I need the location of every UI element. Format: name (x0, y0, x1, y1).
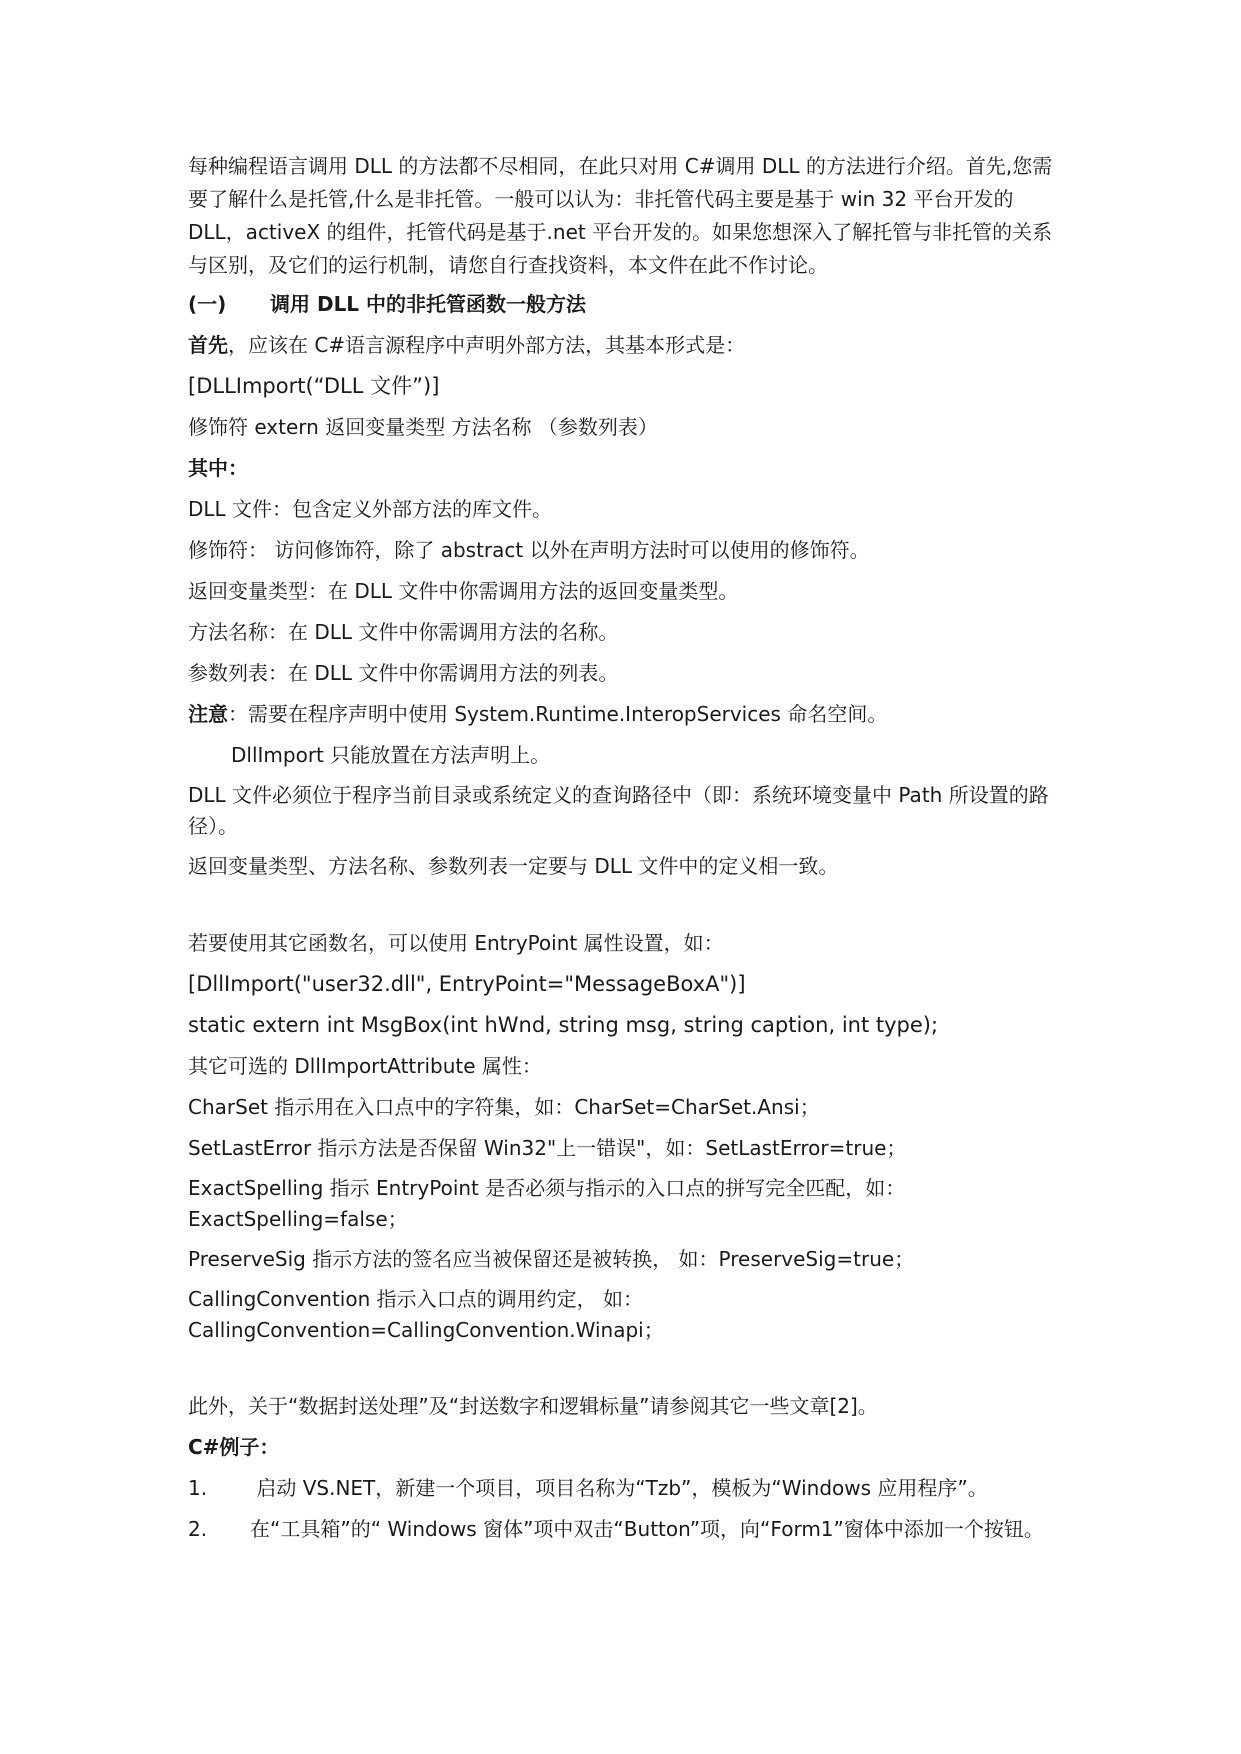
list-item (188, 1513, 1068, 1546)
callingconvention-attr: CallingConvention 指示入口点的调用约定， 如：CallingConvention=CallingConvention.Winapi； (188, 1287, 664, 1342)
note-text: ：需要在程序声明中使用 System.Runtime.InteropServices 命名空间。 (228, 702, 888, 726)
first-text: ，应该在 C#语言源程序中声明外部方法，其基本形式是： (228, 333, 746, 357)
charset-attr: CharSet 指示用在入口点中的字符集，如：CharSet=CharSet.Ansi； (188, 1095, 820, 1119)
code-line-2: static extern int MsgBox(int hWnd, string msg, string caption, int type); (188, 1013, 939, 1037)
code-line-1: [DllImport("user32.dll", EntryPoint="MessageBoxA")] (188, 972, 746, 996)
dll-path-note: DLL 文件必须位于程序当前目录或系统定义的查询路径中（即：系统环境变量中 Path 所设置的路径）。 (188, 783, 1049, 838)
document-body (188, 150, 1068, 1554)
first-paragraph (188, 329, 1068, 362)
return-type-def: 返回变量类型：在 DLL 文件中你需调用方法的返回变量类型。 (188, 579, 739, 603)
step-number: 2. (188, 1517, 208, 1541)
dllimport-only-note: DllImport 只能放置在方法声明上。 (231, 743, 551, 767)
note-label: 注意 (188, 702, 228, 726)
param-list-def: 参数列表：在 DLL 文件中你需调用方法的列表。 (188, 661, 619, 685)
other-attrs-intro: 其它可选的 DllImportAttribute 属性： (188, 1054, 542, 1078)
spacer (188, 1354, 1068, 1390)
section-number: (一) (188, 292, 227, 316)
section-heading (188, 288, 1068, 321)
setlasterror-attr: SetLastError 指示方法是否保留 Win32"上一错误"，如：SetLastError=true； (188, 1136, 907, 1160)
list-item (188, 1472, 1068, 1505)
method-name-def: 方法名称：在 DLL 文件中你需调用方法的名称。 (188, 620, 619, 644)
exactspelling-attr: ExactSpelling 指示 EntryPoint 是否必须与指示的入口点的拼写完全匹配，如：ExactSpelling=false； (188, 1176, 906, 1231)
first-label: 首先 (188, 333, 228, 357)
modifier-def: 修饰符： 访问修饰符，除了 abstract 以外在声明方法时可以使用的修饰符。 (188, 538, 870, 562)
among-label: 其中： (188, 456, 248, 480)
dll-file-def: DLL 文件：包含定义外部方法的库文件。 (188, 497, 553, 521)
syntax-declaration-line: 修饰符 extern 返回变量类型 方法名称 （参数列表） (188, 415, 658, 439)
step-text: 在“工具箱”的“ Windows 窗体”项中双击“Button”项，向“Form1”窗体中添加一个按钮。 (250, 1517, 1044, 1541)
section-title: 调用 DLL 中的非托管函数一般方法 (270, 292, 587, 316)
syntax-attribute-line: [DLLImport(“DLL 文件”)] (188, 374, 440, 398)
entrypoint-intro: 若要使用其它函数名，可以使用 EntryPoint 属性设置，如： (188, 931, 724, 955)
example-heading: C#例子： (188, 1435, 280, 1459)
intro-paragraph: 每种编程语言调用 DLL 的方法都不尽相同，在此只对用 C#调用 DLL 的方法进行介绍。首先,您需要了解什么是托管,什么是非托管。一般可以认为：非托管代码主要是基于 win 32 平台开发的 DLL，activeX 的组件，托管代码是基于.net 平台开发的。如果您想深入了解托管与非托管的关系与区别，及它们的运行机制，请您自行查找资料，本文件在此不作讨论。 (188, 154, 1053, 277)
also-paragraph: 此外，关于“数据封送处理”及“封送数字和逻辑标量”请参阅其它一些文章[2]。 (188, 1394, 878, 1418)
note-paragraph (188, 698, 1068, 731)
spacer (188, 891, 1068, 927)
step-number: 1. (188, 1476, 208, 1500)
preservesig-attr: PreserveSig 指示方法的签名应当被保留还是被转换， 如：PreserveSig=true； (188, 1247, 915, 1271)
step-text: 启动 VS.NET，新建一个项目，项目名称为“Tzb”，模板为“Windows 应用程序”。 (250, 1476, 988, 1500)
consistency-note: 返回变量类型、方法名称、参数列表一定要与 DLL 文件中的定义相一致。 (188, 854, 839, 878)
